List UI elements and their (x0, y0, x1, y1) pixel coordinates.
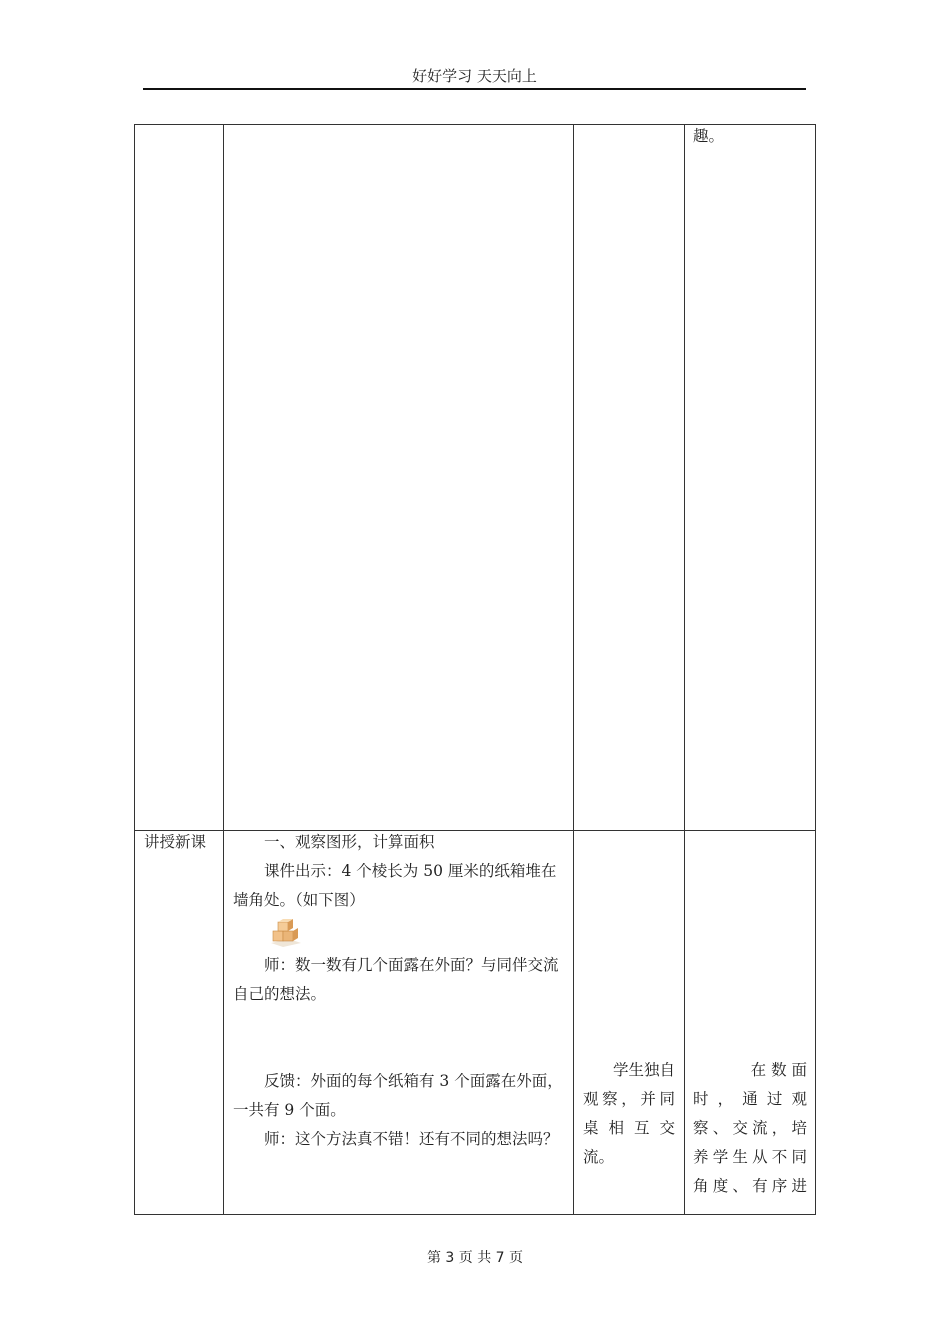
teaching-content (233, 828, 564, 1154)
stacked-boxes-icon (269, 917, 303, 947)
content-courseware: 课件出示：4 个棱长为 50 厘米的纸箱堆在墙角处。（如下图） (233, 862, 557, 909)
top-row-design-intent: 趣。 (693, 127, 725, 145)
lesson-table (134, 124, 816, 1215)
student-activity: 学生独自 观察，并同 桌相互交 流。 (583, 1061, 675, 1166)
content-heading: 一、观察图形，计算面积 (264, 833, 435, 851)
design-intent: 在 数 面 时，通过观 察、交流，培 养学生从不同 角度、有序进 (693, 1061, 807, 1195)
page-footer: 第 3 页 共 7 页 (426, 1250, 524, 1266)
content-teacher-praise: 师：这个方法真不错！还有不同的想法吗？ (264, 1130, 559, 1148)
section-label: 讲授新课 (144, 833, 207, 851)
content-feedback: 反馈：外面的每个纸箱有 3 个面露在外面，一共有 9 个面。 (233, 1072, 563, 1119)
content-question: 师：数一数有几个面露在外面？与同伴交流自己的想法。 (233, 956, 559, 1003)
page-header: 好好学习 天天向上 (143, 64, 806, 90)
